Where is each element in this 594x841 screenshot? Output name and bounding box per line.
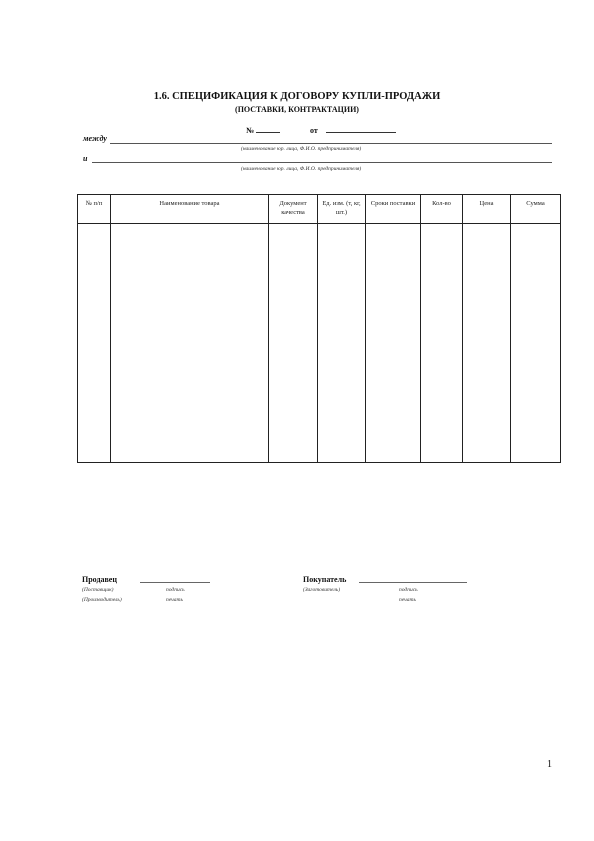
party2-hint: (наименование юр. лица, Ф.И.О. предпринимателя) [241,166,362,172]
col-header-number: № п/п [78,195,111,224]
table-header-row [78,195,561,224]
col-header-product: Наименование товара [111,195,269,224]
number-label: № [246,126,255,135]
buyer-seal-hint: печать [399,597,416,603]
party2-blank [92,162,552,163]
specification-table [77,194,561,463]
table-row [78,224,561,463]
date-label: от [310,126,318,135]
party1-hint: (наименование юр. лица, Ф.И.О. предпринимателя) [241,146,362,152]
contract-number-line [246,124,280,135]
number-blank [256,124,280,133]
table-cell [111,224,269,463]
table-cell [511,224,561,463]
buyer-sign-hint: подпись [399,587,418,593]
between-label: между [83,134,107,143]
seller-label: Продавец [82,575,117,584]
table-cell [318,224,366,463]
col-header-quantity: Кол-во [421,195,463,224]
col-header-price: Цена [463,195,511,224]
page-number: 1 [547,759,552,770]
table-cell [463,224,511,463]
date-blank [326,124,396,133]
contract-date-line [310,124,396,135]
document-subtitle: (ПОСТАВКИ, КОНТРАКТАЦИИ) [235,105,359,114]
seller-role-producer: (Производитель) [82,597,122,603]
seller-sign-hint: подпись [166,587,185,593]
col-header-amount: Сумма [511,195,561,224]
table-cell [78,224,111,463]
col-header-quality-doc: Документ качества [269,195,318,224]
seller-signature-line [140,582,210,583]
party1-blank [110,143,552,144]
table-cell [366,224,421,463]
seller-seal-hint: печать [166,597,183,603]
table-cell [421,224,463,463]
buyer-label: Покупатель [303,575,347,584]
buyer-signature-line [359,582,467,583]
seller-role-supplier: (Поставщик) [82,587,114,593]
col-header-unit: Ед. изм. (т, кг, шт.) [318,195,366,224]
buyer-role-procurer: (Заготовитель) [303,587,341,593]
document-title: 1.6. СПЕЦИФИКАЦИЯ К ДОГОВОРУ КУПЛИ-ПРОДАЖИ [153,91,441,102]
col-header-delivery-terms: Сроки поставки [366,195,421,224]
table-cell [269,224,318,463]
and-label: и [83,154,88,163]
